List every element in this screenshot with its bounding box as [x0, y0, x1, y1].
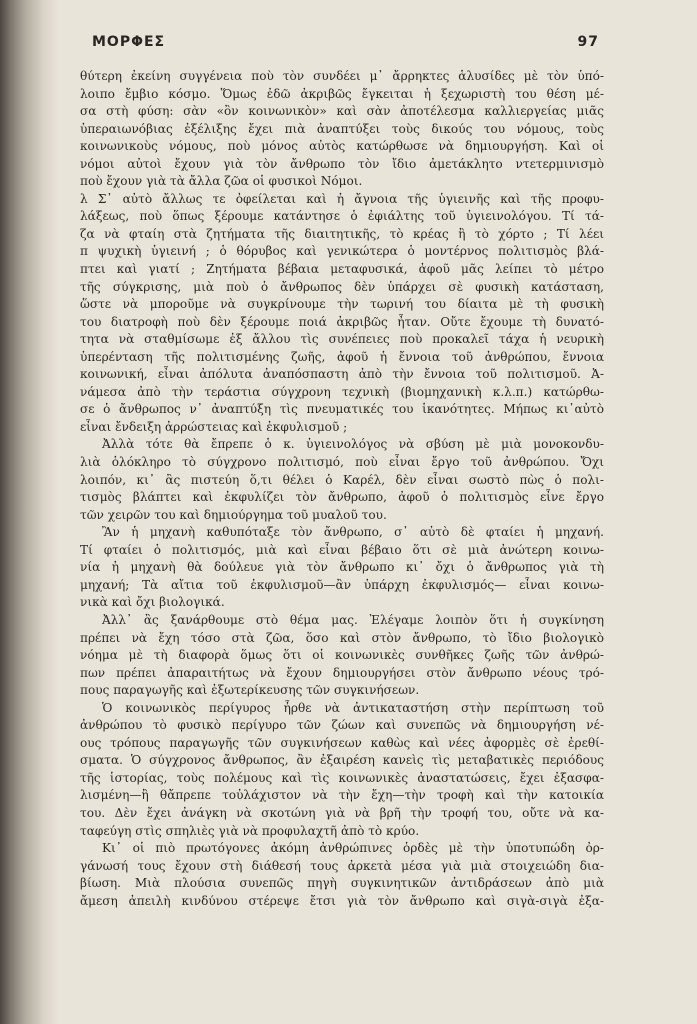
text-line: γάνωσή τους ἔχουν στὴ διάθεσή τους ἀρκετὰ μέσα γιὰ μιὰ στοιχειώδη δια- [80, 858, 604, 873]
text-line: λιὰ ὁλόκληρο τὸ σύγχρονο πολιτισμό, ποὺ εἶναι ἔργο τοῦ ἀνθρώπου. Ὄχι [80, 455, 604, 470]
text-line: ζα νὰ φταίη στὰ ζητήματα τῆς διαιτητικῆς, τὸ κρέας ἢ τὸ χόρτο ; Τί λέει [80, 226, 604, 241]
text-line: νόημα μὲ τὴ διαφορὰ ὅμως ὅτι οἱ κοινωνικὲς συνθῆκες ζωῆς τῶν ἀνθρώ- [80, 648, 604, 663]
text-line: του. Δὲν ἔχει ἀνάγκη νὰ σκοτώνη γιὰ νὰ βρῆ τὴν τροφή του, οὔτε νὰ κα- [80, 805, 604, 820]
text-line: πους παραγωγῆς καὶ ἐξωτερίκευσης τῶν συγκινήσεων. [80, 683, 420, 698]
body-text [80, 68, 604, 910]
text-line: τῶν χειρῶν του καὶ δημιούργημα τοῦ μυαλοῦ του. [80, 507, 387, 522]
text-line: τισμὸς βλάπτει καὶ ἐκφυλίζει τὸν ἄνθρωπο, ἀφοῦ ὁ πολιτισμὸς εἶνε ἔργο [80, 490, 604, 505]
text-line: τῆς ἱστορίας, τοὺς πολέμους καὶ τὶς κοινωνικὲς ἀναστατώσεις, ἔχει ἐξασφα- [80, 770, 604, 785]
text-line: Ἀλλὰ τότε θὰ ἔπρεπε ὁ κ. ὑγιεινολόγος νὰ σβύση μὲ μιὰ μονοκονδυ- [102, 437, 604, 452]
text-line: Ὁ κοινωνικὸς περίγυρος ἦρθε νὰ ἀντικαταστήση στὴν περίπτωση τοῦ [102, 700, 604, 715]
text-line: λοιπόν, κι᾽ ἂς πιστεύη ὅ,τι θέλει ὁ Καρέλ, δὲν εἶναι σωστὸ πὼς ὁ πολι- [80, 472, 604, 487]
text-line: σε ὁ ἄνθρωπος ν᾽ ἀναπτύξη τὶς πνευματικές του ἱκανότητες. Μήπως κι᾽αὐτὸ [80, 402, 604, 417]
text-line: βίωση. Μιὰ πλούσια συνεπῶς πηγὴ συγκινητικῶν ἀντιδράσεων ἀπὸ μιὰ [80, 876, 604, 891]
text-line: ἀνθρώπου τὸ φυσικὸ περίγυρο τῶν ζώων καὶ συνεπῶς νὰ δημιουργήση νέ- [80, 718, 604, 733]
text-line: ταφεύγη στὶς σπηλιὲς γιὰ νὰ προφυλαχτῆ ἀπὸ τὸ κρύο. [80, 823, 420, 838]
text-line: σματα. Ὁ σύγχρονος ἄνθρωπος, ἂν ἐξαιρέση κανεὶς τὶς μεταβατικὲς περιόδους [80, 753, 604, 768]
text-line: ὑπεραιωνόβιας ἐξέλιξης ἔχει πιὰ ἀναπτύξει τοὺς δικούς του νόμους, τοὺς [80, 121, 604, 136]
text-line: κοινωνική, εἶναι ἀπόλυτα ἀναπόσπαστη ἀπὸ τὴν ἔννοια τοῦ πολιτισμοῦ. Ἀ- [80, 367, 604, 382]
text-line: του διατροφὴ ποὺ δὲν ξέρουμε ποιά ἀκριβῶς ἦταν. Οὔτε ἔχουμε τὴ δυνατό- [80, 314, 604, 329]
text-line: πρέπει νὰ ἔχη τόσο στὰ ζῶα, ὅσο καὶ στὸν ἄνθρωπο, τὸ ἴδιο βιολογικὸ [80, 630, 604, 645]
page-number: 97 [577, 34, 599, 50]
text-line: π ψυχικὴ ὑγιεινή ; ὁ θόρυβος καὶ γενικώτερα ὁ μοντέρνος πολιτισμὸς βλά- [80, 244, 604, 259]
text-line: Τί φταίει ὁ πολιτισμός, μιὰ καὶ εἶναι βέβαιο ὅτι σὲ μιὰ ἀνώτερη κοινω- [80, 542, 604, 557]
text-line: τῆς σύγκρισης, μιὰ ποὺ ὁ ἄνθρωπος δὲν ὑπάρχει σὲ φυσικὴ κατάσταση, [80, 279, 604, 294]
text-line: ἄμεση ἀπειλὴ κινδύνου στέρεψε ἔτσι γιὰ τὸν ἄνθρωπο καὶ σιγὰ-σιγὰ ἐξα- [80, 893, 604, 908]
text-line: ὥστε νὰ μποροῦμε νὰ συγκρίνουμε τὴν τωρινή του δίαιτα μὲ τὴ φυσικὴ [80, 297, 604, 312]
text-line: πων πρέπει ἀπαραιτήτως νὰ ἔχουν δημιουργήσει στὸν ἄνθρωπο νέους τρό- [80, 665, 604, 680]
text-line: νικὰ καὶ ὄχι βιολογικά. [80, 595, 225, 610]
text-line: Ἂν ἡ μηχανὴ καθυπόταξε τὸν ἄνθρωπο, σ᾽ αὐτὸ δὲ φταίει ἡ μηχανή. [102, 525, 604, 540]
text-line: εἶναι ἔνδειξη ἀρρώστειας καὶ ἐκφυλισμοῦ ; [80, 419, 348, 434]
text-line: λάξεως, ποὺ ὅπως ξέρουμε κατάντησε ὁ ἐφιάλτης τοῦ ὑγιεινολόγου. Τί τά- [80, 209, 604, 224]
page-header [92, 34, 599, 56]
running-title: ΜΟΡΦΕΣ [92, 34, 166, 50]
text-line: ὑπερένταση τῆς πολιτισμένης ζωῆς, ἀφοῦ ἡ ἔννοια τοῦ ἀνθρώπου, ἔννοια [80, 349, 604, 364]
text-line: ους τρόπους παραγωγῆς τῶν συγκινήσεων καθὼς καὶ νέες ἀφορμὲς σὲ ἐρεθί- [80, 735, 604, 750]
text-line: μηχανή; Τὰ αἴτια τοῦ ἐκφυλισμοῦ—ἂν ὑπάρχη ἐκφυλισμός— εἶναι κοινω- [80, 577, 604, 592]
text-line: τητα νὰ σταθμίσωμε ἐξ ἄλλου τὶς συνέπειες ποὺ προκαλεῖ τάχα ἡ νευρικὴ [80, 332, 604, 347]
text-line: σα στὴ φύση: σὰν «ὂν κοινωνικὸν» καὶ σὰν ἀποτέλεσμα καλλιεργείας μιᾶς [80, 104, 604, 119]
text-line: λοιπο ἔμβιο κόσμο. Ὅμως ἐδῶ ἀκριβῶς ἔγκειται ἡ ξεχωριστὴ του θέση μέ- [80, 86, 604, 101]
text-line: Κι᾽ οἱ πιὸ πρωτόγονες ἀκόμη ἀνθρώπινες ὁρδὲς μὲ τὴν ὑποτυπώδη ὀρ- [102, 841, 604, 856]
text-line: νόμοι αὐτοὶ ἔχουν γιὰ τὸν ἄνθρωπο τὸν ἴδιο ἀμετάκλητο ντετερμινισμὸ [80, 156, 604, 171]
text-line: κοινωνικοὺς νόμους, ποὺ μόνος αὐτὸς κατώρθωσε νὰ δημιουργήση. Καὶ οἱ [80, 139, 604, 154]
text-line: λ Σ᾽ αὐτὸ ἄλλως τε ὀφείλεται καὶ ἡ ἄγνοια τῆς ὑγιεινῆς καὶ τῆς προφυ- [80, 191, 604, 206]
text-line: θύτερη ἐκείνη συγγένεια ποὺ τὸν συνδέει μ᾽ ἄρρηκτες ἁλυσίδες μὲ τὸν ὑπό- [80, 69, 604, 83]
text-line: Ἀλλ᾽ ἂς ξανάρθουμε στὸ θέμα μας. Ἐλέγαμε λοιπὸν ὅτι ἡ συγκίνηση [102, 612, 604, 627]
text-line: λισμένη—ἢ θἄπρεπε τοὐλάχιστον νὰ τὴν ἔχη—τὴν τροφὴ καὶ τὴν κατοικία [80, 788, 604, 803]
text-line: νία ἡ μηχανὴ θὰ δούλευε γιὰ τὸν ἄνθρωπο κι᾽ ὄχι ὁ ἄνθρωπος γιὰ τὴ [80, 560, 604, 575]
text-line: νάμεσα ἀπὸ τὴν τεράστια σύγχρονη τεχνικὴ (βιομηχανικὴ κ.λ.π.) κατώρθω- [80, 384, 604, 399]
text-line: πτει καὶ γιατί ; Ζητήματα βέβαια μεταφυσικά, ἀφοῦ μᾶς λείπει τὸ μέτρο [80, 262, 604, 277]
text-line: ποὺ ἔχουν γιὰ τὰ ἄλλα ζῶα οἱ φυσικοὶ Νόμοι. [80, 174, 363, 189]
